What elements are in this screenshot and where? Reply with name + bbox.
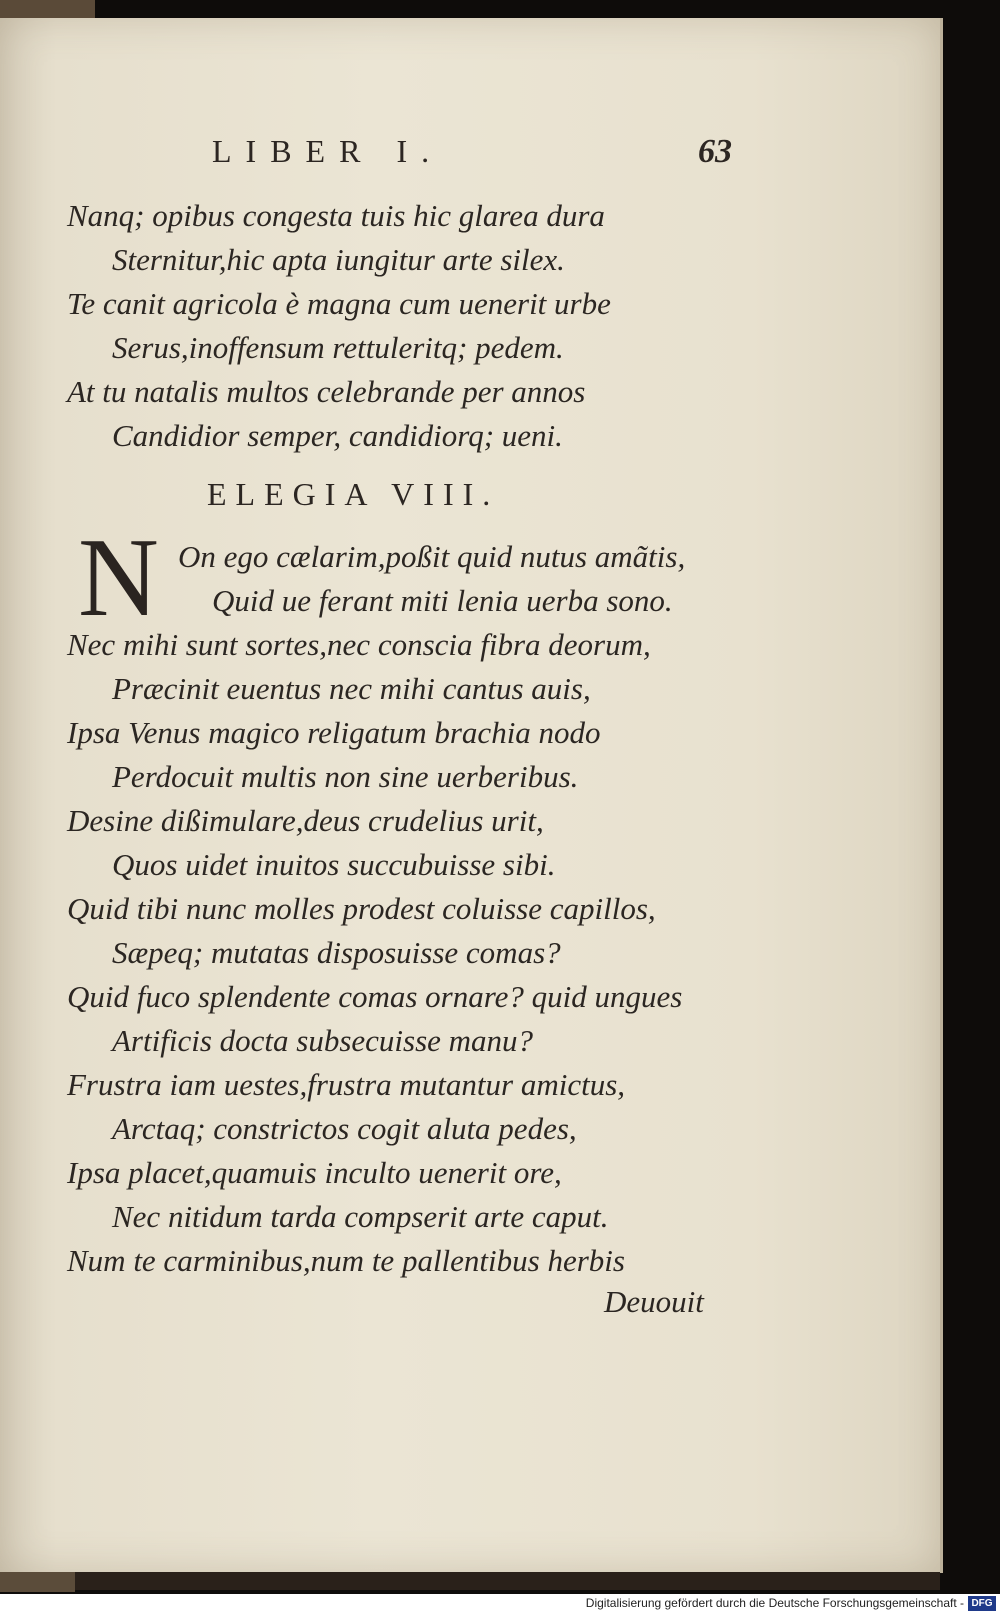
running-head: LIBER I.: [212, 133, 444, 169]
verse-line: Quos uidet inuitos succubuisse sibi.: [112, 847, 556, 882]
drop-cap: N: [78, 516, 159, 640]
verse-line: Nec nitidum tarda compserit arte caput.: [112, 1199, 609, 1234]
dfg-logo: DFG: [968, 1596, 996, 1611]
footer-credit: Digitalisierung gefördert durch die Deutsche Forschungsgemeinschaft -: [585, 1596, 964, 1610]
verse-line: Ipsa placet,quamuis inculto uenerit ore,: [67, 1155, 562, 1190]
verse-line: Nec mihi sunt sortes,nec conscia fibra deorum,: [67, 627, 651, 662]
page-bottom-edge: [0, 1572, 940, 1590]
verse-line: Candidior semper, candidiorq; ueni.: [112, 418, 563, 453]
catchword: Deuouit: [604, 1284, 704, 1319]
verse-line: Serus,inoffensum rettuleritq; pedem.: [112, 330, 564, 365]
elegy-heading: ELEGIA VIII.: [207, 476, 500, 512]
verse-line: Desine dißimulare,deus crudelius urit,: [67, 803, 544, 838]
verse-line: Artificis docta subsecuisse manu?: [112, 1023, 534, 1058]
verse-line: Num te carminibus,num te pallentibus herbis: [67, 1243, 625, 1278]
verse-line: At tu natalis multos celebrande per annos: [67, 374, 586, 409]
digitization-footer: [0, 1594, 1000, 1615]
book-page: [0, 18, 943, 1573]
verse-line: Perdocuit multis non sine uerberibus.: [112, 759, 579, 794]
verse-line: Frustra iam uestes,frustra mutantur amictus,: [67, 1067, 626, 1102]
verse-line: Sæpeq; mutatas disposuisse comas?: [112, 935, 561, 970]
verse-line: Ipsa Venus magico religatum brachia nodo: [67, 715, 601, 750]
verse-line: Nanq; opibus congesta tuis hic glarea dura: [67, 198, 605, 233]
verse-line: Quid fuco splendente comas ornare? quid ungues: [67, 979, 683, 1014]
verse-line: On ego cælarim,poßit quid nutus amãtis,: [178, 539, 686, 574]
verse-line: Sternitur,hic apta iungitur arte silex.: [112, 242, 565, 277]
verse-line: Præcinit euentus nec mihi cantus auis,: [112, 671, 591, 706]
verse-line: Quid ue ferant miti lenia uerba sono.: [212, 583, 673, 618]
page-header: [0, 133, 940, 183]
verse-line: Te canit agricola è magna cum uenerit urbe: [67, 286, 611, 321]
page-number: 63: [698, 133, 732, 170]
verse-line: Arctaq; constrictos cogit aluta pedes,: [112, 1111, 577, 1146]
book-corner-bottom: [0, 1572, 75, 1592]
verse-line: Quid tibi nunc molles prodest coluisse capillos,: [67, 891, 656, 926]
